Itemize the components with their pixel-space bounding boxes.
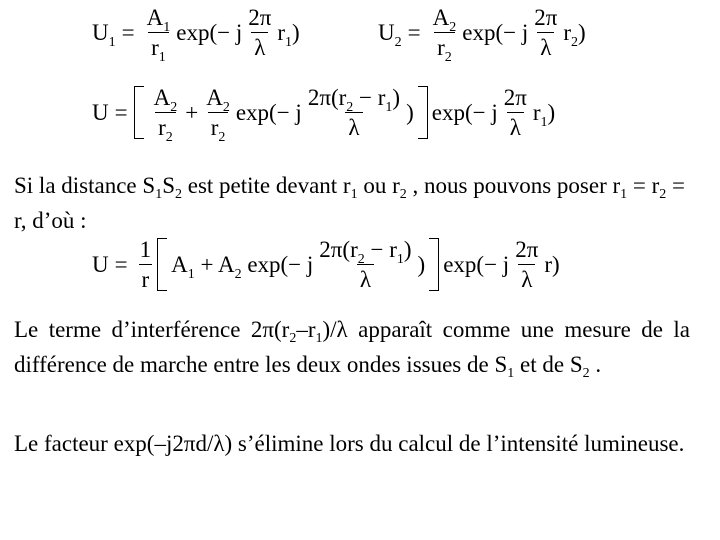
u2-exp: exp(− j xyxy=(462,20,529,45)
usimp-exp2: exp(− j xyxy=(443,252,510,277)
equation-u-simplified xyxy=(92,238,560,291)
usimp-exp2-fraction: $\frac{2\pi}{\lambda}$ xyxy=(515,237,539,292)
u2-lhs: $U_2$ xyxy=(378,20,402,50)
usum-right-bracket xyxy=(418,86,428,139)
usimp-prefactor-fraction: $\frac{1}{r}$ xyxy=(139,237,152,292)
u1-phase-fraction: $\frac{2\pi}{\lambda}$ xyxy=(248,5,272,60)
u2-phase-fraction: $\frac{2\pi}{\lambda}$ xyxy=(534,5,558,60)
u1-amplitude-fraction: $\frac{A_1}{r_1}$ xyxy=(146,5,171,65)
usimp-close-paren: ) xyxy=(417,252,426,277)
u1-equals: = xyxy=(121,20,135,45)
usum-term1-fraction: $\frac{A_2}{r_2}$ xyxy=(153,85,178,145)
u2-amplitude-fraction: $\frac{A_2}{r_2}$ xyxy=(432,5,457,65)
equation-u-sum xyxy=(92,85,556,145)
usimp-left-bracket xyxy=(157,238,167,291)
usum-lhs: U xyxy=(92,100,109,125)
u2-equals: = xyxy=(407,20,421,45)
usimp-equals: = xyxy=(114,252,128,277)
usimp-amplitudes: $A_1 + A_2$ xyxy=(171,252,242,282)
paragraph-interference-term: Le terme d’interférence $2\pi(r_2-r_1)/\lambda$ apparaît comme une mesure de la différence de marche entre les deux ondes issues de $S_1$ et de $S_2$ . xyxy=(14,317,690,381)
u1-exp: exp(− j xyxy=(176,20,243,45)
usum-phase-fraction: $\frac{2\pi(r_2 - r_1)}{\lambda}$ xyxy=(307,85,401,140)
u1-arg: $r_1$) xyxy=(277,20,300,50)
usum-plus: + xyxy=(185,100,199,125)
usimp-exp: exp(− j xyxy=(241,252,314,277)
usimp-arg: r) xyxy=(544,252,560,277)
equation-u1 xyxy=(92,5,300,65)
usimp-phase-fraction: $\frac{2\pi(r_2 - r_1)}{\lambda}$ xyxy=(319,237,412,292)
paragraph-factor-elimination: Le facteur exp(–j2πd/λ) s’élimine lors du calcul de l’intensité lumineuse. xyxy=(14,431,685,456)
usum-equals: = xyxy=(114,100,128,125)
usum-arg: $r_1$) xyxy=(532,100,556,130)
usum-left-bracket xyxy=(134,86,144,139)
usum-exp: exp(− j xyxy=(235,100,302,125)
usimp-right-bracket xyxy=(429,238,439,291)
equation-u2 xyxy=(378,5,586,65)
usum-close-paren: ) xyxy=(406,100,414,125)
usum-exp2: exp(− j xyxy=(431,100,498,125)
usimp-lhs: U xyxy=(92,252,109,277)
u1-lhs: $U_1$ xyxy=(92,20,116,50)
usum-exp2-fraction: $\frac{2\pi}{\lambda}$ xyxy=(503,85,527,140)
u2-arg: $r_2$) xyxy=(563,20,586,50)
usum-term2-fraction: $\frac{A_2}{r_2}$ xyxy=(206,85,230,145)
paragraph-small-distance: Si la distance $S_1S_2$ est petite devant $r_1$ ou $r_2$ , nous pouvons poser $r_1 = r_2 = r$, d’où : xyxy=(14,173,686,233)
